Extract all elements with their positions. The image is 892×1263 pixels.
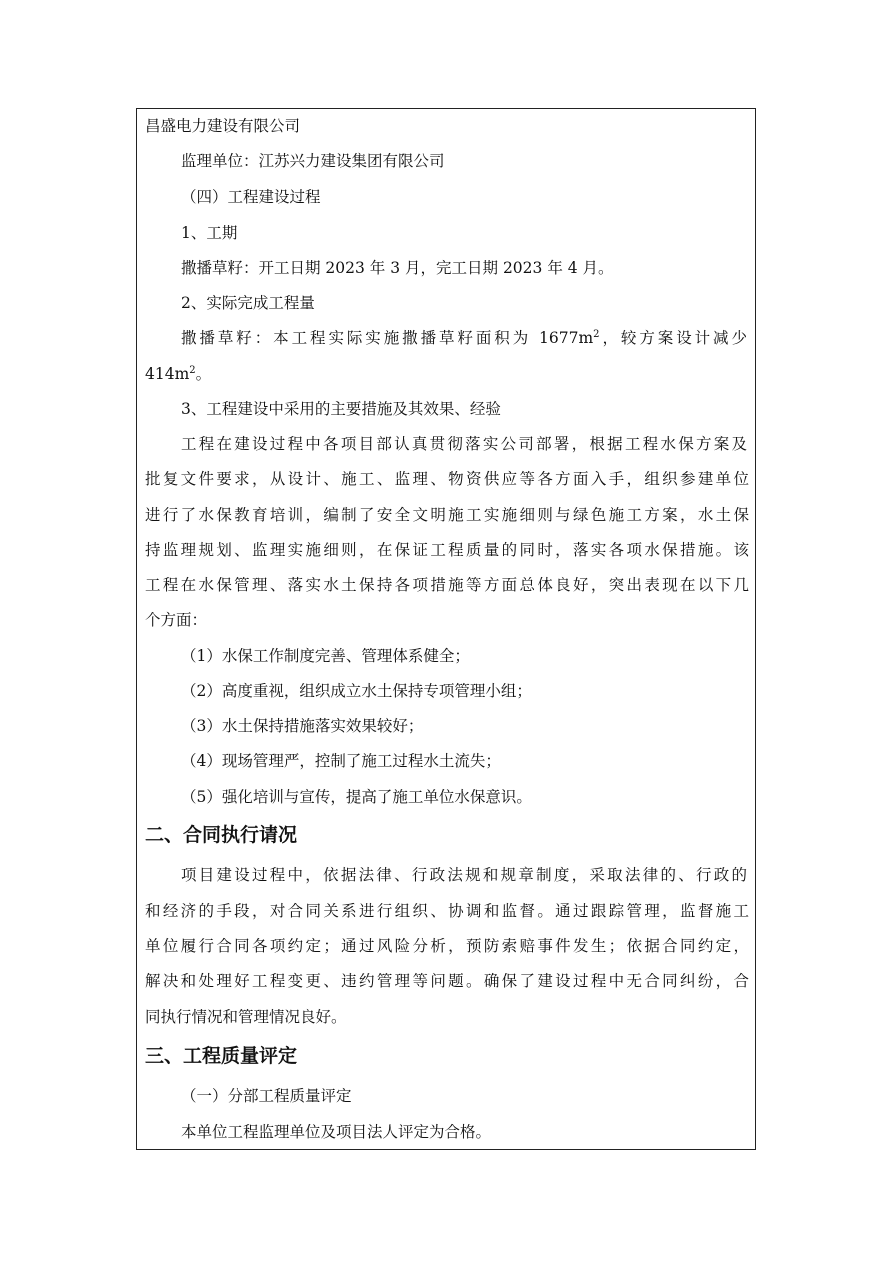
paragraph-line: 批复文件要求，从设计、施工、监理、物资供应等各方面入手，组织参建单位 xyxy=(145,470,749,488)
paragraph-line: 同执行情况和管理情况良好。 xyxy=(145,1008,347,1026)
paragraph-line: 和经济的手段，对合同关系进行组织、协调和监督。通过跟踪管理，监督施工 xyxy=(145,902,749,920)
paragraph-line: 进行了水保教育培训，编制了安全文明施工实施细则与绿色施工方案，水土保 xyxy=(145,506,749,524)
paragraph-line: 持监理规划、监理实施细则，在保证工程质量的同时，落实各项水保措施。该 xyxy=(145,541,749,559)
document-frame xyxy=(136,108,756,1150)
paragraph-line: 工程在建设过程中各项目部认真贯彻落实公司部署，根据工程水保方案及 xyxy=(181,435,747,453)
section-subtitle: （四）工程建设过程 xyxy=(181,188,321,206)
text-line: 监理单位：江苏兴力建设集团有限公司 xyxy=(181,152,445,170)
section-subtitle: （一）分部工程质量评定 xyxy=(181,1087,352,1105)
text-line: 昌盛电力建设有限公司 xyxy=(145,117,301,135)
paragraph-line: 单位履行合同各项约定；通过风险分析，预防索赔事件发生；依据合同约定， xyxy=(145,937,749,955)
item-heading: 2、实际完成工程量 xyxy=(181,294,315,312)
item-heading: 1、工期 xyxy=(181,224,238,242)
list-item: （3）水土保持措施落实效果较好； xyxy=(181,717,424,735)
text-line: $414m^2$。 xyxy=(145,364,212,383)
text-line: 撒播草籽：开工日期 2023 年 3 月，完工日期 2023 年 4 月。 xyxy=(181,259,614,277)
section-heading: 三、工程质量评定 xyxy=(145,1045,298,1067)
paragraph-line: 项目建设过程中，依据法律、行政法规和规章制度，采取法律的、行政的 xyxy=(181,866,747,884)
text-line: 本单位工程监理单位及项目法人评定为合格。 xyxy=(181,1123,492,1141)
list-item: （2）高度重视，组织成立水土保持专项管理小组； xyxy=(181,682,532,700)
list-item: （4）现场管理严，控制了施工过程水土流失； xyxy=(181,752,501,770)
list-item: （1）水保工作制度完善、管理体系健全； xyxy=(181,647,470,665)
paragraph-line: 工程在水保管理、落实水土保持各项措施等方面总体良好，突出表现在以下几 xyxy=(145,576,749,594)
list-item: （5）强化培训与宣传，提高了施工单位水保意识。 xyxy=(181,788,532,806)
paragraph-line: 解决和处理好工程变更、违约管理等问题。确保了建设过程中无合同纠纷，合 xyxy=(145,972,749,990)
section-heading: 二、合同执行请况 xyxy=(145,824,298,846)
text-line: 撒播草籽：本工程实际实施撒播草籽面积为 $1677m^2$，较方案设计减少 xyxy=(181,328,747,347)
item-heading: 3、工程建设中采用的主要措施及其效果、经验 xyxy=(181,400,501,418)
paragraph-line: 个方面： xyxy=(145,611,208,629)
